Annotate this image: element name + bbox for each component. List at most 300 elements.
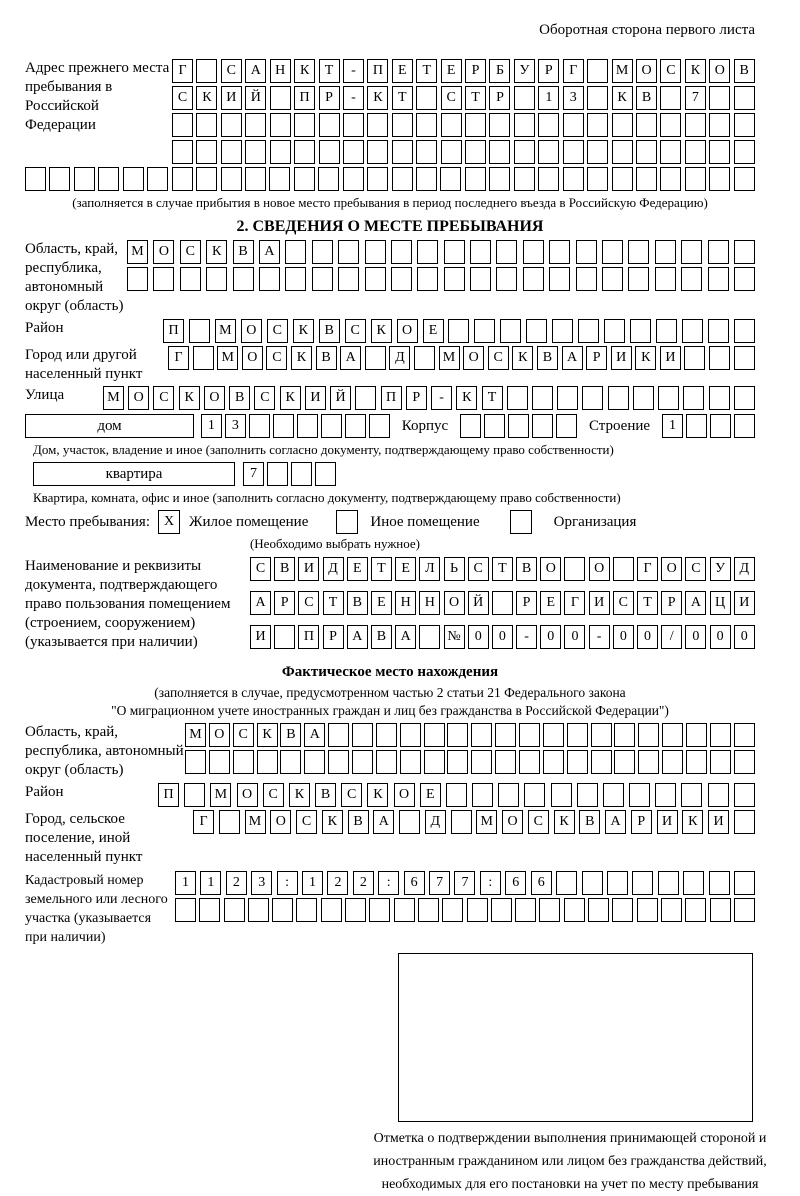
char-cell[interactable] — [587, 140, 608, 164]
char-cell[interactable] — [538, 167, 559, 191]
char-cell[interactable]: П — [294, 86, 315, 110]
char-cell[interactable] — [608, 386, 629, 410]
char-cell[interactable]: Е — [540, 591, 561, 615]
char-cell[interactable] — [474, 319, 495, 343]
char-cell[interactable] — [563, 140, 584, 164]
char-cell[interactable] — [153, 267, 174, 291]
char-cell[interactable]: С — [296, 810, 317, 834]
char-cell[interactable]: 0 — [685, 625, 706, 649]
char-cell[interactable] — [416, 86, 437, 110]
char-cell[interactable] — [196, 113, 217, 137]
char-cell[interactable]: О — [397, 319, 418, 343]
char-cell[interactable] — [539, 898, 560, 922]
char-cell[interactable] — [514, 167, 535, 191]
char-cell[interactable]: С — [298, 591, 319, 615]
char-cell[interactable] — [681, 240, 702, 264]
char-cell[interactable] — [685, 113, 706, 137]
char-cell[interactable]: 1 — [200, 871, 221, 895]
char-cell[interactable] — [655, 240, 676, 264]
char-cell[interactable] — [460, 414, 481, 438]
char-cell[interactable] — [660, 140, 681, 164]
char-cell[interactable] — [710, 723, 731, 747]
char-cell[interactable]: О — [636, 59, 657, 83]
char-cell[interactable] — [514, 113, 535, 137]
char-cell[interactable]: Р — [406, 386, 427, 410]
char-cell[interactable] — [345, 898, 366, 922]
char-cell[interactable]: А — [245, 59, 266, 83]
char-cell[interactable]: Р — [516, 591, 537, 615]
char-cell[interactable]: 0 — [710, 625, 731, 649]
char-cell[interactable] — [245, 140, 266, 164]
char-cell[interactable] — [465, 113, 486, 137]
char-cell[interactable] — [660, 86, 681, 110]
char-cell[interactable]: А — [347, 625, 368, 649]
char-cell[interactable]: 0 — [540, 625, 561, 649]
char-cell[interactable] — [447, 723, 468, 747]
char-cell[interactable] — [400, 750, 421, 774]
char-cell[interactable] — [418, 898, 439, 922]
char-cell[interactable] — [495, 750, 516, 774]
char-cell[interactable]: Г — [563, 59, 584, 83]
char-cell[interactable] — [285, 240, 306, 264]
char-cell[interactable] — [681, 267, 702, 291]
char-cell[interactable] — [576, 240, 597, 264]
char-cell[interactable] — [345, 414, 366, 438]
char-cell[interactable] — [636, 167, 657, 191]
char-cell[interactable] — [209, 750, 230, 774]
char-cell[interactable]: К — [456, 386, 477, 410]
char-cell[interactable]: В — [229, 386, 250, 410]
char-cell[interactable]: Т — [392, 86, 413, 110]
char-cell[interactable]: К — [289, 783, 310, 807]
char-cell[interactable]: 0 — [613, 625, 634, 649]
char-cell[interactable]: И — [611, 346, 632, 370]
char-cell[interactable] — [683, 386, 704, 410]
char-cell[interactable] — [734, 240, 755, 264]
char-cell[interactable]: 0 — [564, 625, 585, 649]
char-cell[interactable] — [321, 898, 342, 922]
char-cell[interactable] — [312, 240, 333, 264]
char-cell[interactable]: К — [367, 783, 388, 807]
char-cell[interactable] — [472, 783, 493, 807]
char-cell[interactable]: В — [316, 346, 337, 370]
char-cell[interactable] — [632, 871, 653, 895]
char-cell[interactable]: : — [277, 871, 298, 895]
char-cell[interactable]: Б — [489, 59, 510, 83]
char-cell[interactable]: Е — [392, 59, 413, 83]
char-cell[interactable]: Т — [323, 591, 344, 615]
char-cell[interactable]: О — [128, 386, 149, 410]
char-cell[interactable] — [189, 319, 210, 343]
char-cell[interactable]: И — [250, 625, 271, 649]
char-cell[interactable] — [446, 783, 467, 807]
char-cell[interactable] — [492, 591, 513, 615]
char-cell[interactable]: Р — [274, 591, 295, 615]
char-cell[interactable]: И — [708, 810, 729, 834]
char-cell[interactable]: С — [613, 591, 634, 615]
char-cell[interactable] — [471, 723, 492, 747]
char-cell[interactable] — [526, 319, 547, 343]
char-cell[interactable] — [587, 113, 608, 137]
char-cell[interactable]: Р — [323, 625, 344, 649]
char-cell[interactable] — [417, 267, 438, 291]
char-cell[interactable] — [612, 113, 633, 137]
char-cell[interactable] — [683, 871, 704, 895]
char-cell[interactable]: С — [468, 557, 489, 581]
char-cell[interactable] — [734, 723, 755, 747]
char-cell[interactable]: Р — [465, 59, 486, 83]
char-cell[interactable]: 1 — [302, 871, 323, 895]
char-cell[interactable] — [294, 113, 315, 137]
char-cell[interactable] — [582, 386, 603, 410]
char-cell[interactable] — [489, 113, 510, 137]
char-cell[interactable]: Г — [637, 557, 658, 581]
char-cell[interactable]: В — [315, 783, 336, 807]
char-cell[interactable]: Н — [270, 59, 291, 83]
char-cell[interactable] — [496, 240, 517, 264]
char-cell[interactable] — [270, 86, 291, 110]
char-cell[interactable]: 0 — [637, 625, 658, 649]
char-cell[interactable] — [734, 167, 755, 191]
char-cell[interactable]: Д — [323, 557, 344, 581]
char-cell[interactable] — [636, 113, 657, 137]
char-cell[interactable] — [319, 113, 340, 137]
char-cell[interactable]: С — [180, 240, 201, 264]
char-cell[interactable] — [392, 167, 413, 191]
char-cell[interactable]: С — [153, 386, 174, 410]
char-cell[interactable] — [734, 810, 755, 834]
char-cell[interactable] — [734, 113, 755, 137]
char-cell[interactable]: К — [554, 810, 575, 834]
char-cell[interactable]: Й — [245, 86, 266, 110]
char-cell[interactable] — [636, 140, 657, 164]
char-cell[interactable] — [532, 386, 553, 410]
char-cell[interactable] — [734, 750, 755, 774]
char-cell[interactable] — [662, 750, 683, 774]
char-cell[interactable] — [637, 898, 658, 922]
char-cell[interactable] — [524, 783, 545, 807]
char-cell[interactable] — [467, 898, 488, 922]
char-cell[interactable]: М — [217, 346, 238, 370]
char-cell[interactable] — [709, 86, 730, 110]
char-cell[interactable] — [519, 723, 540, 747]
char-cell[interactable] — [394, 898, 415, 922]
char-cell[interactable]: А — [373, 810, 394, 834]
char-cell[interactable] — [391, 240, 412, 264]
char-cell[interactable]: О — [209, 723, 230, 747]
char-cell[interactable] — [557, 386, 578, 410]
char-cell[interactable] — [638, 723, 659, 747]
char-cell[interactable] — [656, 319, 677, 343]
char-cell[interactable]: О — [463, 346, 484, 370]
char-cell[interactable] — [419, 625, 440, 649]
char-cell[interactable] — [682, 319, 703, 343]
char-cell[interactable] — [147, 167, 168, 191]
char-cell[interactable]: 7 — [243, 462, 264, 486]
char-cell[interactable] — [172, 140, 193, 164]
char-cell[interactable]: Т — [319, 59, 340, 83]
char-cell[interactable] — [734, 871, 755, 895]
char-cell[interactable] — [470, 240, 491, 264]
char-cell[interactable]: И — [660, 346, 681, 370]
char-cell[interactable] — [538, 113, 559, 137]
char-cell[interactable] — [294, 140, 315, 164]
char-cell[interactable] — [291, 462, 312, 486]
char-cell[interactable] — [681, 783, 702, 807]
char-cell[interactable] — [591, 750, 612, 774]
char-cell[interactable] — [219, 810, 240, 834]
char-cell[interactable] — [495, 723, 516, 747]
char-cell[interactable] — [180, 267, 201, 291]
char-cell[interactable]: 3 — [225, 414, 246, 438]
checkbox-residential[interactable] — [158, 510, 180, 534]
char-cell[interactable] — [367, 167, 388, 191]
char-cell[interactable]: О — [540, 557, 561, 581]
char-cell[interactable]: Д — [389, 346, 410, 370]
char-cell[interactable]: Ь — [444, 557, 465, 581]
char-cell[interactable]: В — [516, 557, 537, 581]
char-cell[interactable]: В — [280, 723, 301, 747]
char-cell[interactable] — [498, 783, 519, 807]
char-cell[interactable]: К — [367, 86, 388, 110]
char-cell[interactable]: Д — [425, 810, 446, 834]
char-cell[interactable]: В — [636, 86, 657, 110]
char-cell[interactable]: Г — [168, 346, 189, 370]
char-cell[interactable] — [233, 267, 254, 291]
char-cell[interactable] — [416, 140, 437, 164]
char-cell[interactable]: О — [444, 591, 465, 615]
char-cell[interactable] — [633, 386, 654, 410]
char-cell[interactable]: О — [242, 346, 263, 370]
char-cell[interactable]: 6 — [404, 871, 425, 895]
char-cell[interactable]: - — [431, 386, 452, 410]
char-cell[interactable] — [556, 414, 577, 438]
char-cell[interactable] — [628, 267, 649, 291]
char-cell[interactable] — [612, 167, 633, 191]
char-cell[interactable] — [199, 898, 220, 922]
char-cell[interactable] — [318, 167, 339, 191]
char-cell[interactable] — [196, 140, 217, 164]
char-cell[interactable]: М — [210, 783, 231, 807]
char-cell[interactable] — [259, 267, 280, 291]
char-cell[interactable]: - — [343, 59, 364, 83]
char-cell[interactable]: С — [341, 783, 362, 807]
char-cell[interactable] — [471, 750, 492, 774]
char-cell[interactable]: В — [348, 810, 369, 834]
char-cell[interactable]: К — [294, 59, 315, 83]
char-cell[interactable]: : — [480, 871, 501, 895]
char-cell[interactable]: 1 — [662, 414, 683, 438]
char-cell[interactable]: П — [298, 625, 319, 649]
char-cell[interactable]: Т — [482, 386, 503, 410]
char-cell[interactable]: 6 — [531, 871, 552, 895]
char-cell[interactable]: Т — [465, 86, 486, 110]
char-cell[interactable] — [248, 898, 269, 922]
char-cell[interactable] — [582, 871, 603, 895]
char-cell[interactable] — [440, 167, 461, 191]
char-cell[interactable]: О — [270, 810, 291, 834]
char-cell[interactable]: К — [371, 319, 392, 343]
char-cell[interactable] — [206, 267, 227, 291]
char-cell[interactable] — [708, 240, 729, 264]
char-cell[interactable]: Е — [347, 557, 368, 581]
char-cell[interactable]: К — [291, 346, 312, 370]
char-cell[interactable] — [319, 140, 340, 164]
char-cell[interactable]: М — [215, 319, 236, 343]
char-cell[interactable]: Р — [538, 59, 559, 83]
char-cell[interactable] — [628, 240, 649, 264]
char-cell[interactable]: Д — [734, 557, 755, 581]
char-cell[interactable] — [685, 898, 706, 922]
char-cell[interactable] — [514, 86, 535, 110]
char-cell[interactable] — [249, 414, 270, 438]
char-cell[interactable]: В — [537, 346, 558, 370]
char-cell[interactable] — [709, 167, 730, 191]
char-cell[interactable] — [447, 750, 468, 774]
char-cell[interactable] — [448, 319, 469, 343]
char-cell[interactable]: - — [516, 625, 537, 649]
char-cell[interactable]: Е — [371, 591, 392, 615]
char-cell[interactable]: И — [734, 591, 755, 615]
char-cell[interactable]: Ц — [710, 591, 731, 615]
char-cell[interactable] — [709, 140, 730, 164]
char-cell[interactable] — [603, 783, 624, 807]
char-cell[interactable]: С — [488, 346, 509, 370]
char-cell[interactable]: И — [305, 386, 326, 410]
char-cell[interactable]: В — [579, 810, 600, 834]
char-cell[interactable]: О — [153, 240, 174, 264]
char-cell[interactable]: С — [233, 723, 254, 747]
char-cell[interactable]: В — [347, 591, 368, 615]
char-cell[interactable] — [514, 140, 535, 164]
char-cell[interactable]: 0 — [492, 625, 513, 649]
char-cell[interactable]: 3 — [251, 871, 272, 895]
char-cell[interactable] — [98, 167, 119, 191]
char-cell[interactable]: С — [441, 86, 462, 110]
char-cell[interactable]: К — [322, 810, 343, 834]
char-cell[interactable] — [193, 346, 214, 370]
char-cell[interactable]: К — [612, 86, 633, 110]
char-cell[interactable] — [296, 898, 317, 922]
char-cell[interactable] — [709, 386, 730, 410]
char-cell[interactable] — [734, 86, 755, 110]
char-cell[interactable] — [233, 750, 254, 774]
char-cell[interactable] — [684, 346, 705, 370]
char-cell[interactable] — [172, 167, 193, 191]
char-cell[interactable] — [515, 898, 536, 922]
char-cell[interactable] — [543, 750, 564, 774]
char-cell[interactable] — [312, 267, 333, 291]
char-cell[interactable]: О — [502, 810, 523, 834]
char-cell[interactable] — [655, 783, 676, 807]
char-cell[interactable] — [549, 267, 570, 291]
char-cell[interactable] — [399, 810, 420, 834]
char-cell[interactable] — [630, 319, 651, 343]
char-cell[interactable] — [172, 113, 193, 137]
char-cell[interactable]: К — [512, 346, 533, 370]
char-cell[interactable] — [710, 750, 731, 774]
char-cell[interactable]: 0 — [468, 625, 489, 649]
char-cell[interactable] — [496, 267, 517, 291]
char-cell[interactable]: С — [528, 810, 549, 834]
char-cell[interactable] — [734, 386, 755, 410]
char-cell[interactable] — [629, 783, 650, 807]
char-cell[interactable] — [245, 167, 266, 191]
char-cell[interactable] — [272, 898, 293, 922]
char-cell[interactable]: О — [237, 783, 258, 807]
char-cell[interactable] — [658, 386, 679, 410]
char-cell[interactable] — [709, 346, 730, 370]
char-cell[interactable] — [416, 167, 437, 191]
char-cell[interactable]: Г — [193, 810, 214, 834]
char-cell[interactable] — [285, 267, 306, 291]
char-cell[interactable] — [444, 240, 465, 264]
char-cell[interactable] — [564, 557, 585, 581]
char-cell[interactable]: К — [280, 386, 301, 410]
checkbox-organization[interactable] — [510, 510, 532, 534]
char-cell[interactable]: К — [682, 810, 703, 834]
char-cell[interactable]: Р — [631, 810, 652, 834]
char-cell[interactable] — [563, 167, 584, 191]
char-cell[interactable]: С — [345, 319, 366, 343]
char-cell[interactable]: П — [381, 386, 402, 410]
char-cell[interactable] — [489, 140, 510, 164]
char-cell[interactable]: О — [709, 59, 730, 83]
char-cell[interactable]: Т — [637, 591, 658, 615]
char-cell[interactable]: М — [185, 723, 206, 747]
char-cell[interactable]: М — [612, 59, 633, 83]
char-cell[interactable]: Е — [420, 783, 441, 807]
char-cell[interactable] — [538, 140, 559, 164]
char-cell[interactable] — [424, 723, 445, 747]
char-cell[interactable]: Й — [330, 386, 351, 410]
char-cell[interactable] — [465, 140, 486, 164]
char-cell[interactable]: С — [254, 386, 275, 410]
char-cell[interactable]: Й — [468, 591, 489, 615]
char-cell[interactable] — [369, 414, 390, 438]
char-cell[interactable] — [523, 267, 544, 291]
char-cell[interactable] — [470, 267, 491, 291]
char-cell[interactable] — [710, 414, 731, 438]
char-cell[interactable]: К — [206, 240, 227, 264]
char-cell[interactable] — [552, 319, 573, 343]
checkbox-other-premises[interactable] — [336, 510, 358, 534]
char-cell[interactable] — [376, 723, 397, 747]
char-cell[interactable]: Р — [586, 346, 607, 370]
char-cell[interactable] — [685, 167, 706, 191]
char-cell[interactable]: В — [371, 625, 392, 649]
char-cell[interactable]: У — [514, 59, 535, 83]
char-cell[interactable]: В — [319, 319, 340, 343]
char-cell[interactable] — [491, 898, 512, 922]
char-cell[interactable]: Т — [416, 59, 437, 83]
char-cell[interactable]: П — [163, 319, 184, 343]
char-cell[interactable] — [612, 140, 633, 164]
char-cell[interactable]: Е — [395, 557, 416, 581]
char-cell[interactable]: И — [657, 810, 678, 834]
char-cell[interactable] — [280, 750, 301, 774]
char-cell[interactable] — [543, 723, 564, 747]
char-cell[interactable]: В — [734, 59, 755, 83]
char-cell[interactable]: В — [233, 240, 254, 264]
char-cell[interactable] — [328, 750, 349, 774]
char-cell[interactable] — [465, 167, 486, 191]
char-cell[interactable] — [352, 723, 373, 747]
char-cell[interactable] — [587, 59, 608, 83]
char-cell[interactable] — [710, 898, 731, 922]
char-cell[interactable] — [587, 86, 608, 110]
char-cell[interactable] — [123, 167, 144, 191]
